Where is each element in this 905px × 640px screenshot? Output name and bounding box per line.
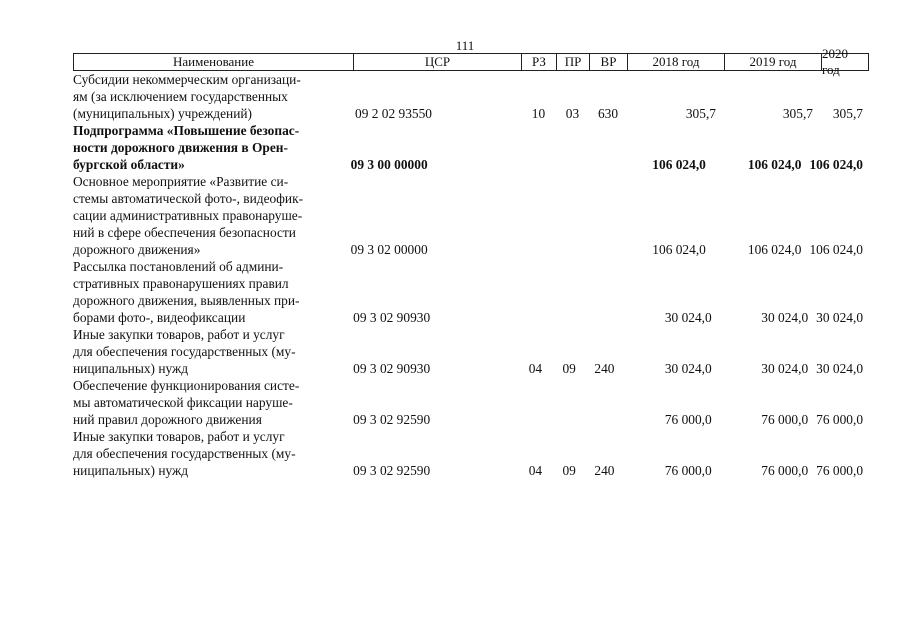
table-body (73, 71, 869, 479)
header-pr: ПР (557, 54, 590, 70)
row-2020: 76 000,0 (816, 463, 864, 478)
row-2019: 76 000,0 (761, 463, 809, 478)
table-row (73, 71, 869, 122)
row-rz: 10 (531, 106, 546, 121)
header-vr: ВР (590, 54, 628, 70)
row-csr: 09 3 02 90930 (353, 361, 431, 376)
header-2018: 2018 год (628, 54, 725, 70)
row-2018: 76 000,0 (664, 463, 712, 478)
row-vr: 630 (597, 106, 619, 121)
row-2018: 30 024,0 (664, 361, 712, 376)
row-csr: 09 3 02 92590 (353, 412, 431, 427)
row-name: Иные закупки товаров, работ и услуг для обеспечения государственных (му- ниципальных) нужд (73, 429, 296, 478)
header-2020: 2020 год (822, 46, 848, 77)
table-row (73, 258, 869, 326)
row-2020: 305,7 (832, 106, 863, 121)
table-header (73, 46, 869, 77)
row-pr: 09 (562, 463, 576, 478)
table-row (73, 377, 869, 428)
row-csr: 09 3 02 92590 (353, 463, 431, 478)
row-name: Основное мероприятие «Развитие си- стемы автоматической фото-, видеофик- сации административных правонаруше- ний в сфере обеспечения безопасности дорожного движения» (73, 174, 304, 257)
row-rz: 04 (528, 463, 543, 478)
row-2018: 76 000,0 (664, 412, 712, 427)
table-row (73, 173, 869, 258)
row-2018: 305,7 (685, 106, 716, 121)
row-2019: 30 024,0 (761, 361, 809, 376)
row-name: Обеспечение функционирования систе- мы автоматической фиксации наруше- ний правил дорожного движения (73, 378, 300, 427)
row-pr: 03 (565, 106, 580, 121)
row-2020: 106 024,0 (809, 242, 863, 257)
row-csr: 09 3 00 00000 (350, 157, 428, 172)
row-vr: 240 (594, 463, 615, 478)
row-name: Рассылка постановлений об админи- стративных правонарушениях правил дорожного движения, выявленных при- борами фото-, видеофиксации (73, 259, 300, 325)
row-name: Подпрограмма «Повышение безопас- ности дорожного движения в Орен- бургской области» (73, 123, 300, 172)
row-2020: 30 024,0 (816, 310, 864, 325)
row-2019: 106 024,0 (747, 157, 802, 172)
row-name: Субсидии некоммерческим организаци- ям (за исключением государственных (муниципальных) учреждений) (73, 72, 301, 121)
row-name: Иные закупки товаров, работ и услуг для обеспечения государственных (му- ниципальных) нужд (73, 327, 296, 376)
header-name: Наименование (74, 54, 354, 70)
table-row (73, 122, 869, 173)
row-rz: 04 (528, 361, 543, 376)
page-number: 111 (455, 38, 475, 53)
row-csr: 09 2 02 93550 (355, 106, 432, 121)
row-2020: 30 024,0 (816, 361, 864, 376)
row-2019: 30 024,0 (761, 310, 809, 325)
row-csr: 09 3 02 00000 (350, 242, 428, 257)
header-rz: РЗ (522, 54, 557, 70)
row-pr: 09 (562, 361, 576, 376)
row-2020: 76 000,0 (816, 412, 864, 427)
header-csr: ЦСР (354, 54, 522, 70)
row-2018: 106 024,0 (652, 242, 706, 257)
row-csr: 09 3 02 90930 (353, 310, 431, 325)
row-2018: 106 024,0 (652, 157, 706, 172)
row-2018: 30 024,0 (664, 310, 712, 325)
table-row (73, 428, 869, 479)
row-2019: 305,7 (782, 106, 813, 121)
row-2019: 106 024,0 (747, 242, 802, 257)
row-2020: 106 024,0 (809, 157, 863, 172)
row-vr: 240 (594, 361, 615, 376)
header-2019: 2019 год (725, 54, 822, 70)
table-row (73, 326, 869, 377)
row-2019: 76 000,0 (761, 412, 809, 427)
